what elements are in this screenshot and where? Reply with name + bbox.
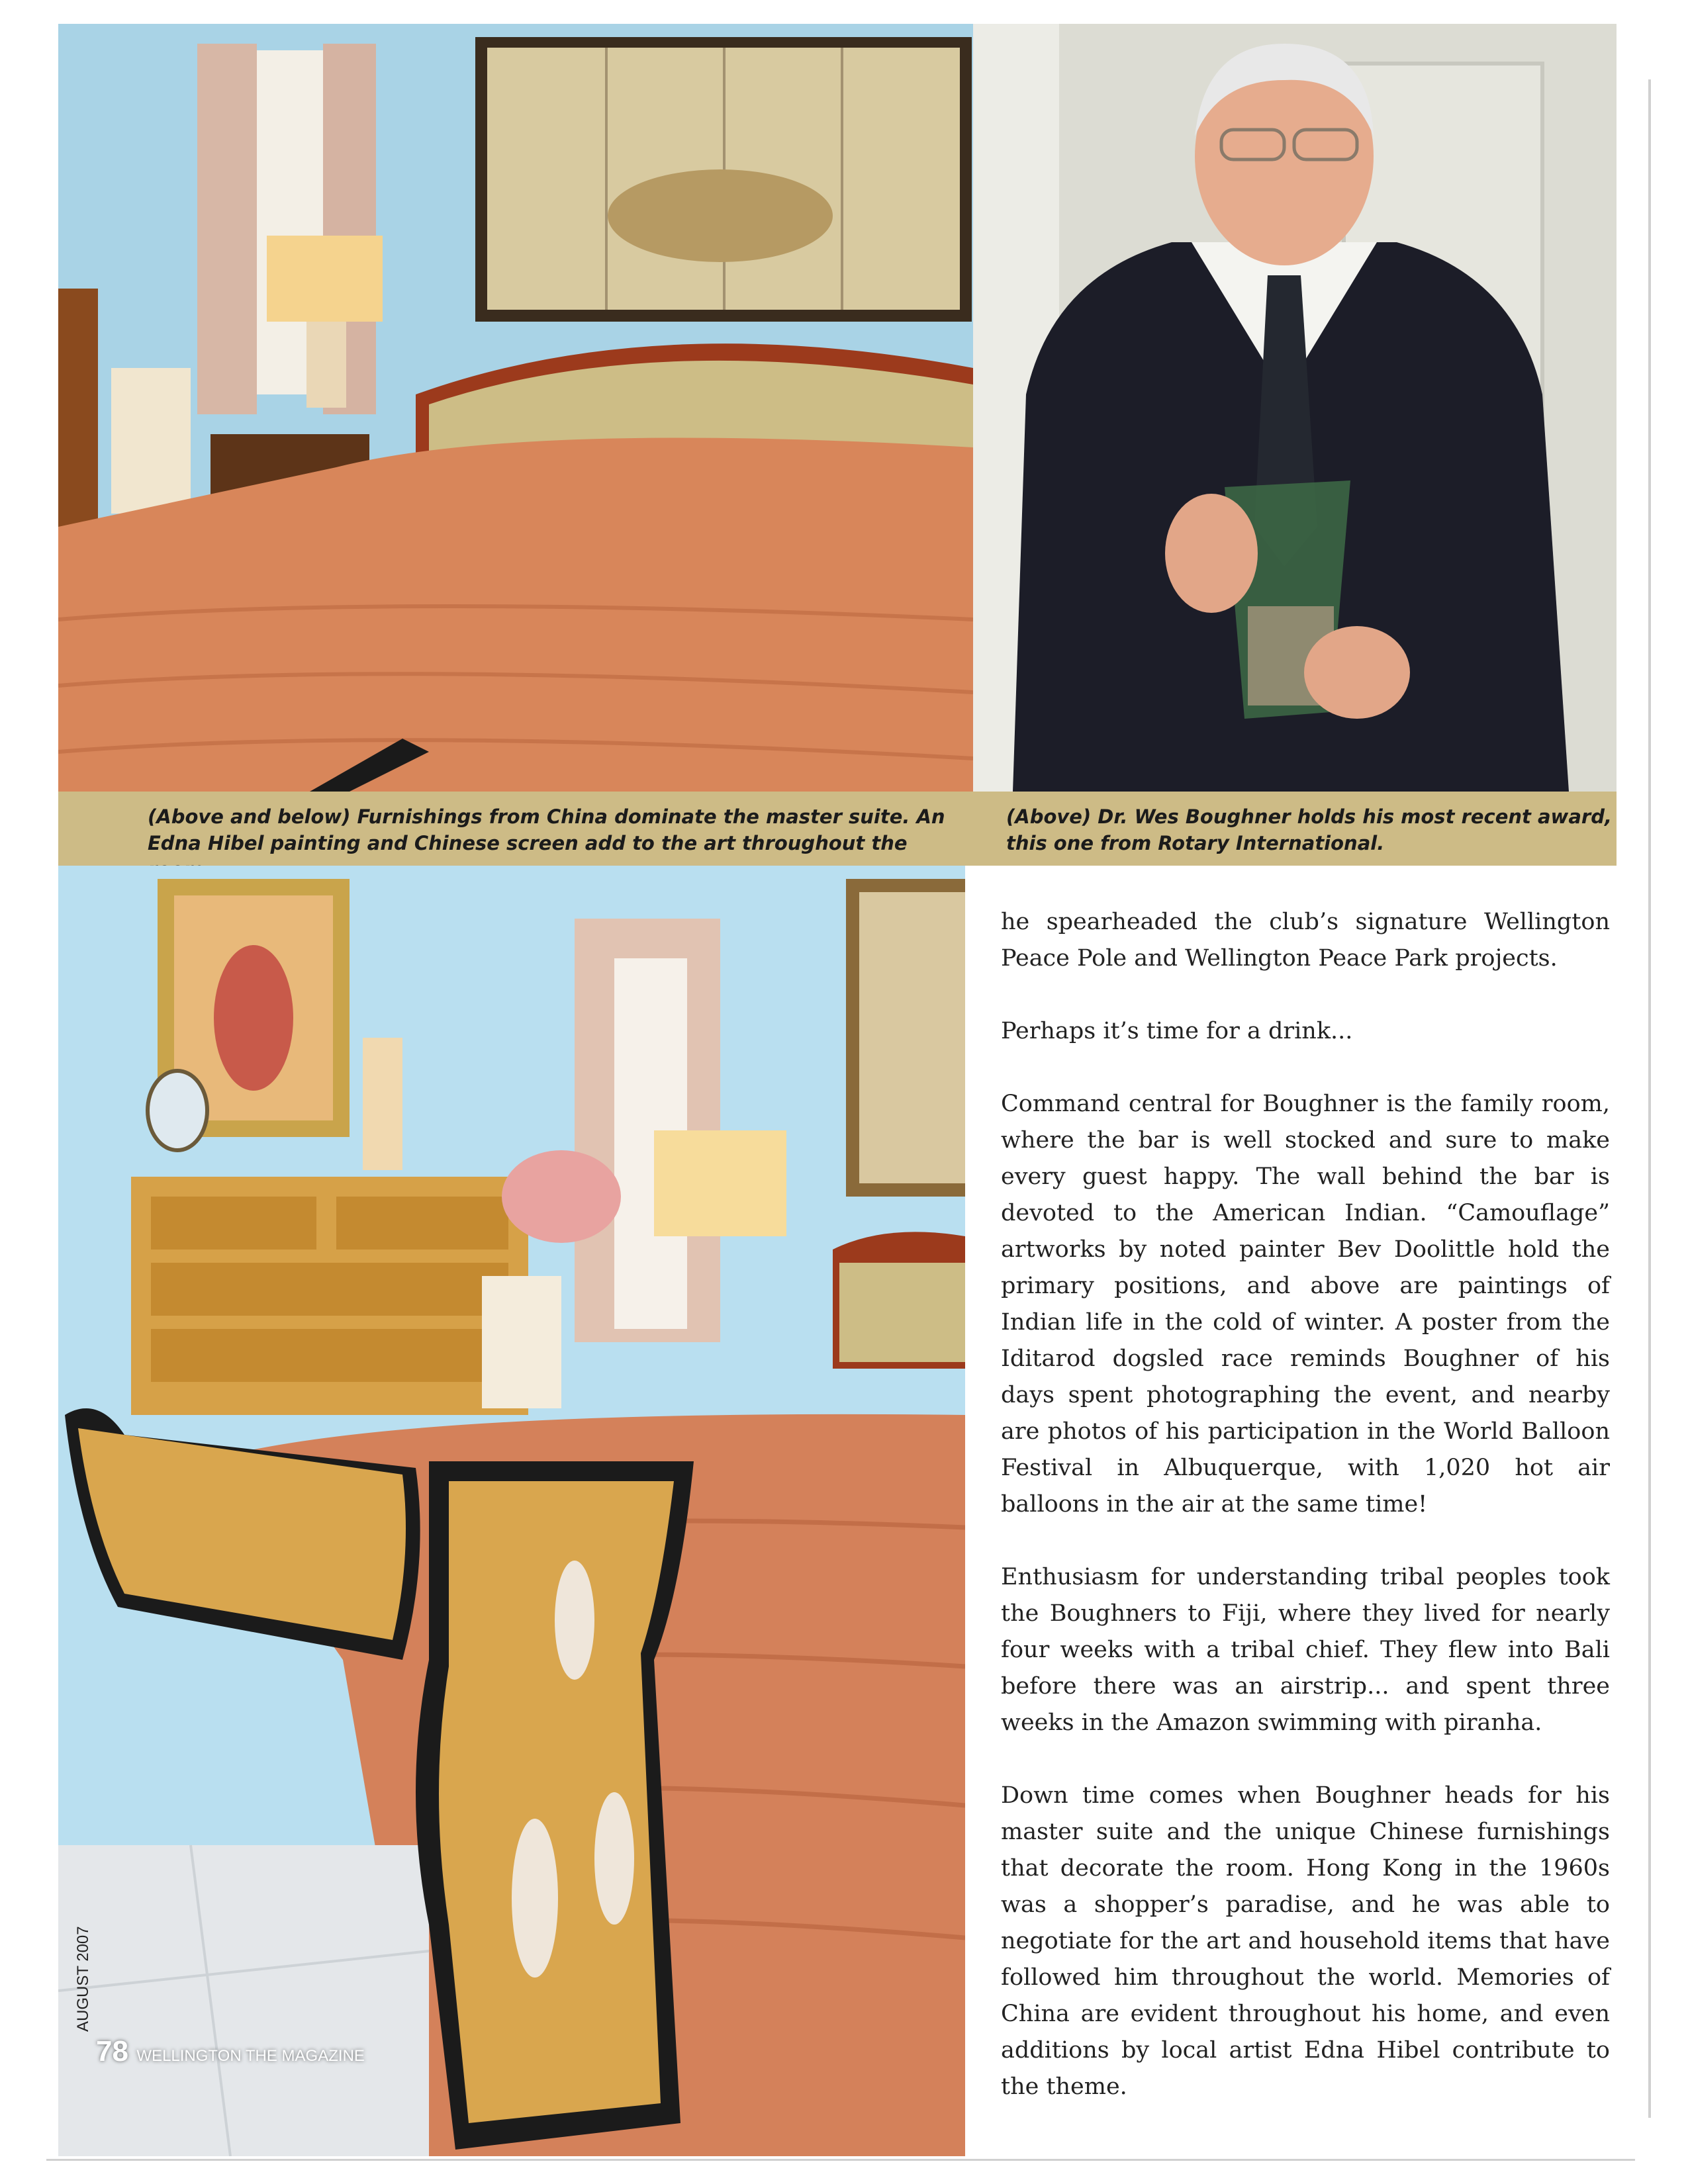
page-number: 78 (96, 2035, 128, 2068)
caption-line: (Above and below) Furnishings from China dominate the master suite. An (148, 805, 945, 828)
article-body (1001, 904, 1610, 2142)
scan-edge-line (1648, 79, 1651, 2118)
issue-date: AUGUST 2007 (74, 1926, 92, 2032)
magazine-name: WELLINGTON THE MAGAZINE (136, 2047, 365, 2065)
scan-edge-line (46, 2159, 1635, 2161)
page-folio (96, 2035, 365, 2068)
article-paragraph: he spearheaded the club’s signature Wellington Peace Pole and Wellington Peace Park projects. (1001, 909, 1610, 972)
photo-wes-boughner-portrait (973, 24, 1617, 792)
caption-line: (Above) Dr. Wes Boughner holds his most recent award, (1006, 805, 1612, 828)
article-paragraph: Enthusiasm for understanding tribal peoples took the Boughners to Fiji, where they lived for nearly four weeks with a tribal chief. They flew into Bali before there was an airstrip... and spent three weeks in the Amazon swimming with piranha. (1001, 1564, 1610, 1736)
caption-line: Edna Hibel painting and Chinese screen add to the art throughout the (148, 832, 908, 854)
article-paragraph: Down time comes when Boughner heads for his master suite and the unique Chinese furnishings that decorate the room. Hong Kong in the 1960s was a shopper’s paradise, and he was able to negotiate for the art and household items that have followed him throughout the world. Memories of China are evident throughout his home, and even additions by local artist Edna Hibel contribute to the theme. (1001, 1782, 1610, 2100)
photo-master-suite-top (58, 24, 973, 792)
caption-line: this one from Rotary International. (1006, 832, 1385, 854)
photo-master-suite-bench (58, 866, 965, 2156)
article-paragraph: Command central for Boughner is the family room, where the bar is well stocked and sure to make every guest happy. The wall behind the bar is devoted to the American Indian. “Camouflage” artworks by noted painter Bev Doolittle hold the primary positions, and above are paintings of Indian life in the cold of winter. A poster from the Iditarod dogsled race reminds Boughner of his days spent photographing the event, and nearby are photos of his participation in the World Balloon Festival in Albuquerque, with 1,020 hot air balloons in the air at the same time! (1001, 1091, 1610, 1518)
photo-caption-portrait (973, 792, 1617, 866)
photo-caption-master-suite (58, 792, 973, 866)
article-paragraph: Perhaps it’s time for a drink... (1001, 1018, 1353, 1044)
